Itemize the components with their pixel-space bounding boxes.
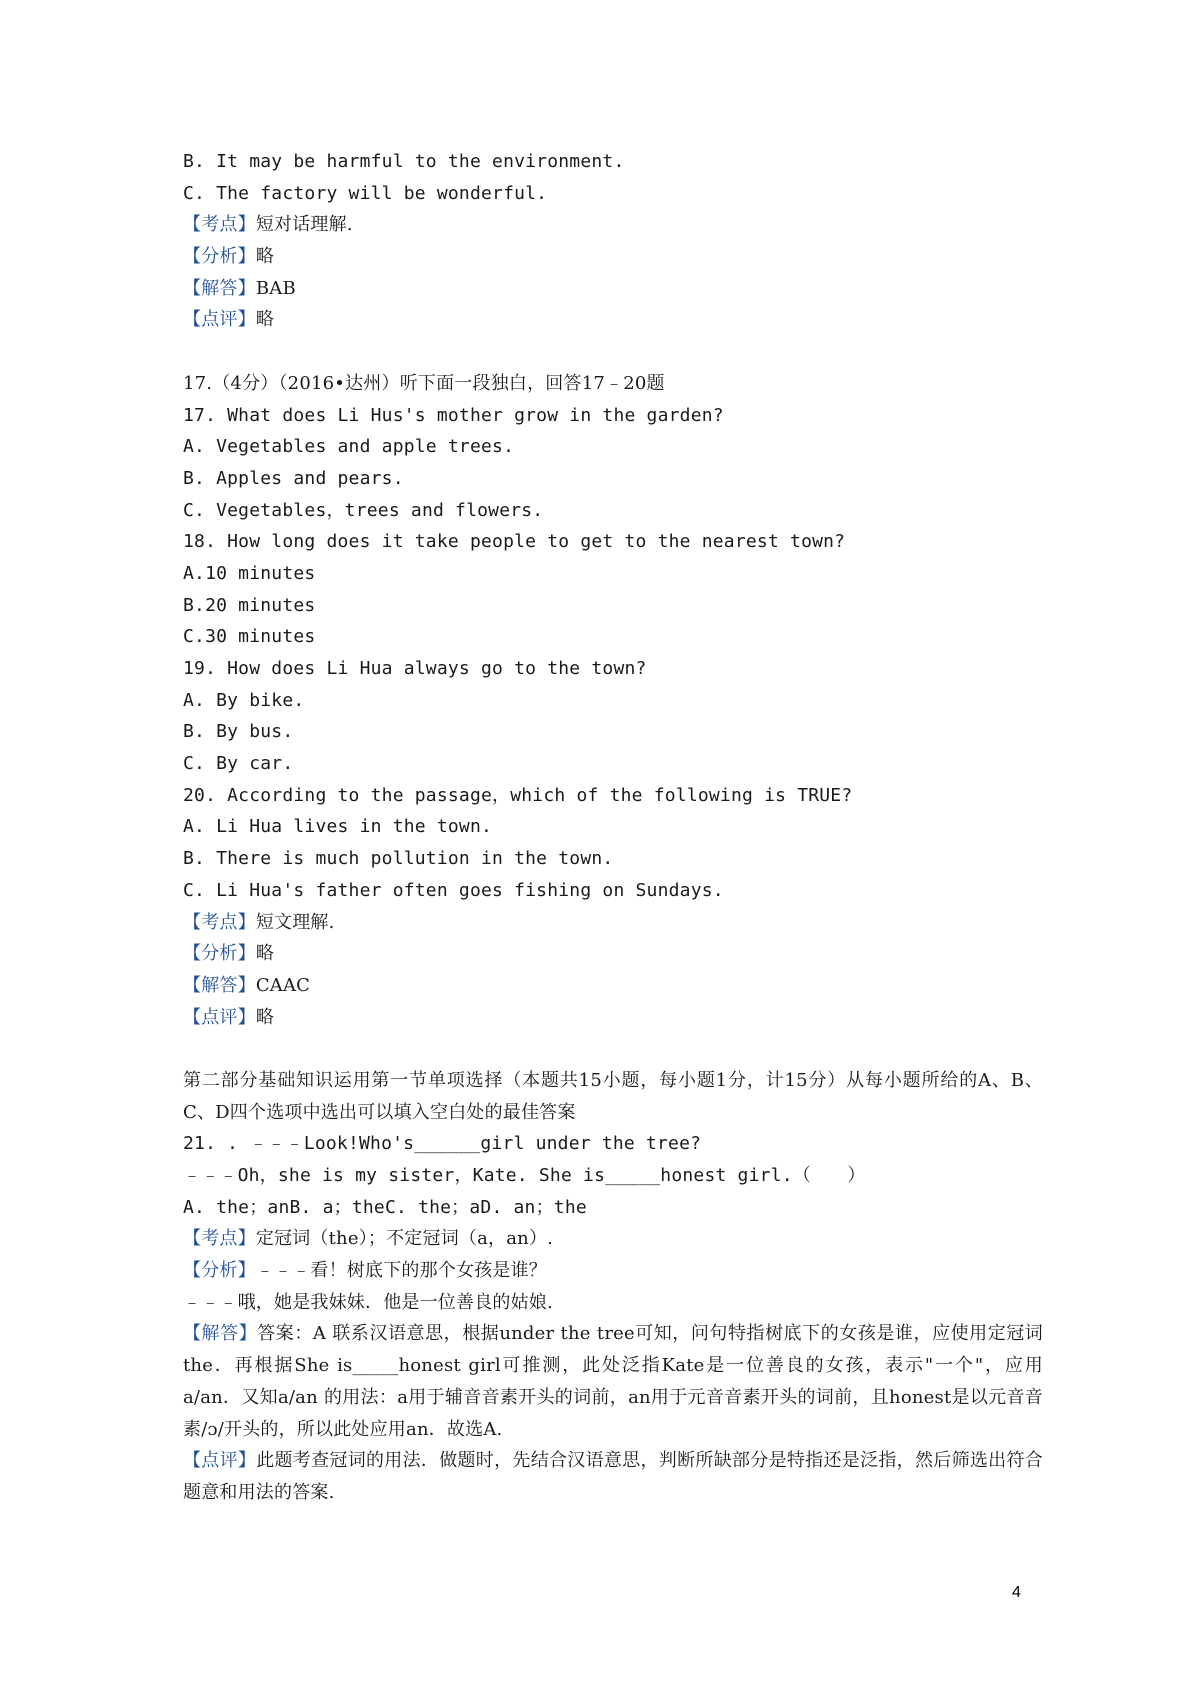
page-number: 4 bbox=[1012, 1584, 1021, 1601]
dianping-text: 此题考查冠词的用法．做题时，先结合汉语意思，判断所缺部分是特指还是泛指，然后筛选出符合题意和用法的答案. bbox=[183, 1450, 1043, 1503]
dianping-tag: 【点评】 bbox=[183, 309, 256, 331]
question: 19. How does Li Hua always go to the town? bbox=[183, 658, 647, 679]
fenxi-tag: 【分析】 bbox=[183, 943, 256, 965]
option: A. Li Hua lives in the town. bbox=[183, 816, 493, 838]
kaodian-text: 短对话理解. bbox=[255, 214, 353, 236]
page-content bbox=[183, 146, 1043, 1509]
question: 20. According to the passage，which of the following is TRUE? bbox=[183, 784, 853, 806]
jieda-tag: 【解答】 bbox=[183, 974, 256, 996]
option: C. By car. bbox=[183, 753, 294, 775]
option: A. Vegetables and apple trees. bbox=[183, 436, 515, 458]
jieda-text: BAB bbox=[255, 277, 296, 299]
jieda-text: 答案：A 联系汉语意思，根据under the tree可知，问句特指树底下的女孩是谁，应使用定冠词the．再根据She is_____honest girl可推测，此处泛指Kate是一位善良的女孩，表示"一个"，应用a/an．又知a/an 的用法：a用于辅音音素开头的词前，an用于元音音素开头的词前，且honest是以元音音素/ɔ/开头的，所以此处应用an．故选A. bbox=[183, 1323, 1043, 1440]
fenxi-tag: 【分析】 bbox=[183, 246, 256, 268]
q21-line2: ﹣﹣﹣Oh，she is my sister，Kate. She is_____honest girl.（ ） bbox=[183, 1165, 866, 1187]
q21-dianping bbox=[183, 1445, 1043, 1508]
kaodian-tag: 【考点】 bbox=[183, 1228, 256, 1250]
question: 17. What does Li Hus's mother grow in the garden? bbox=[183, 404, 724, 426]
option: B.20 minutes bbox=[183, 594, 316, 616]
q16-option-b: B. It may be harmful to the environment. bbox=[183, 151, 625, 172]
kaodian-tag: 【考点】 bbox=[183, 911, 256, 933]
dianping-tag: 【点评】 bbox=[183, 1006, 256, 1028]
kaodian-tag: 【考点】 bbox=[183, 214, 256, 236]
q17-jieda bbox=[183, 970, 1043, 1002]
spacer bbox=[183, 336, 1043, 368]
jieda-text: CAAC bbox=[255, 974, 311, 996]
q17-20-header: 17.（4分）（2016•达州）听下面一段独白，回答17﹣20题 bbox=[183, 372, 665, 394]
q17-kaodian bbox=[183, 907, 1043, 939]
q16-dianping bbox=[183, 304, 1043, 336]
spacer bbox=[183, 1033, 1043, 1065]
q16-kaodian bbox=[183, 209, 1043, 241]
q21-kaodian bbox=[183, 1223, 1043, 1255]
fenxi-text: 略 bbox=[255, 943, 275, 965]
q16-jieda bbox=[183, 273, 1043, 305]
option: C. Li Hua's father often goes fishing on Sundays. bbox=[183, 879, 724, 901]
q21-fenxi-2: ﹣﹣﹣哦，她是我妹妹．他是一位善良的姑娘. bbox=[183, 1291, 553, 1313]
q17-dianping bbox=[183, 1002, 1043, 1034]
option: B. There is much pollution in the town. bbox=[183, 848, 614, 870]
q21-jieda bbox=[183, 1318, 1043, 1445]
option: C. Vegetables，trees and flowers. bbox=[183, 499, 544, 521]
fenxi-tag: 【分析】 bbox=[183, 1260, 256, 1282]
option: B. Apples and pears. bbox=[183, 467, 404, 489]
jieda-tag: 【解答】 bbox=[183, 277, 256, 299]
q21-fenxi bbox=[183, 1255, 1043, 1287]
question: 18. How long does it take people to get to the nearest town? bbox=[183, 531, 846, 553]
part2-intro: 第二部分基础知识运用第一节单项选择（本题共15小题，每小题1分，计15分）从每小题所给的A、B、C、D四个选项中选出可以填入空白处的最佳答案 bbox=[183, 1069, 1043, 1123]
q16-option-c: C. The factory will be wonderful. bbox=[183, 182, 548, 204]
option: A.10 minutes bbox=[183, 562, 316, 584]
option: C.30 minutes bbox=[183, 626, 316, 648]
fenxi-text: ﹣﹣﹣看！树底下的那个女孩是谁？ bbox=[255, 1260, 548, 1282]
q21-line1: 21. . ﹣﹣﹣Look!Who's______girl under the tree? bbox=[183, 1133, 702, 1155]
q16-fenxi bbox=[183, 241, 1043, 273]
jieda-tag: 【解答】 bbox=[183, 1323, 258, 1345]
option: A. By bike. bbox=[183, 689, 305, 711]
q21-options: A. the；anB. a；theC. the；aD. an；the bbox=[183, 1196, 587, 1218]
dianping-tag: 【点评】 bbox=[183, 1450, 257, 1472]
kaodian-text: 定冠词（the）；不定冠词（a，an）. bbox=[255, 1228, 554, 1250]
dianping-text: 略 bbox=[255, 309, 275, 331]
option: B. By bus. bbox=[183, 721, 294, 743]
kaodian-text: 短文理解. bbox=[255, 911, 335, 933]
fenxi-text: 略 bbox=[255, 246, 275, 268]
q17-fenxi bbox=[183, 938, 1043, 970]
dianping-text: 略 bbox=[255, 1006, 275, 1028]
